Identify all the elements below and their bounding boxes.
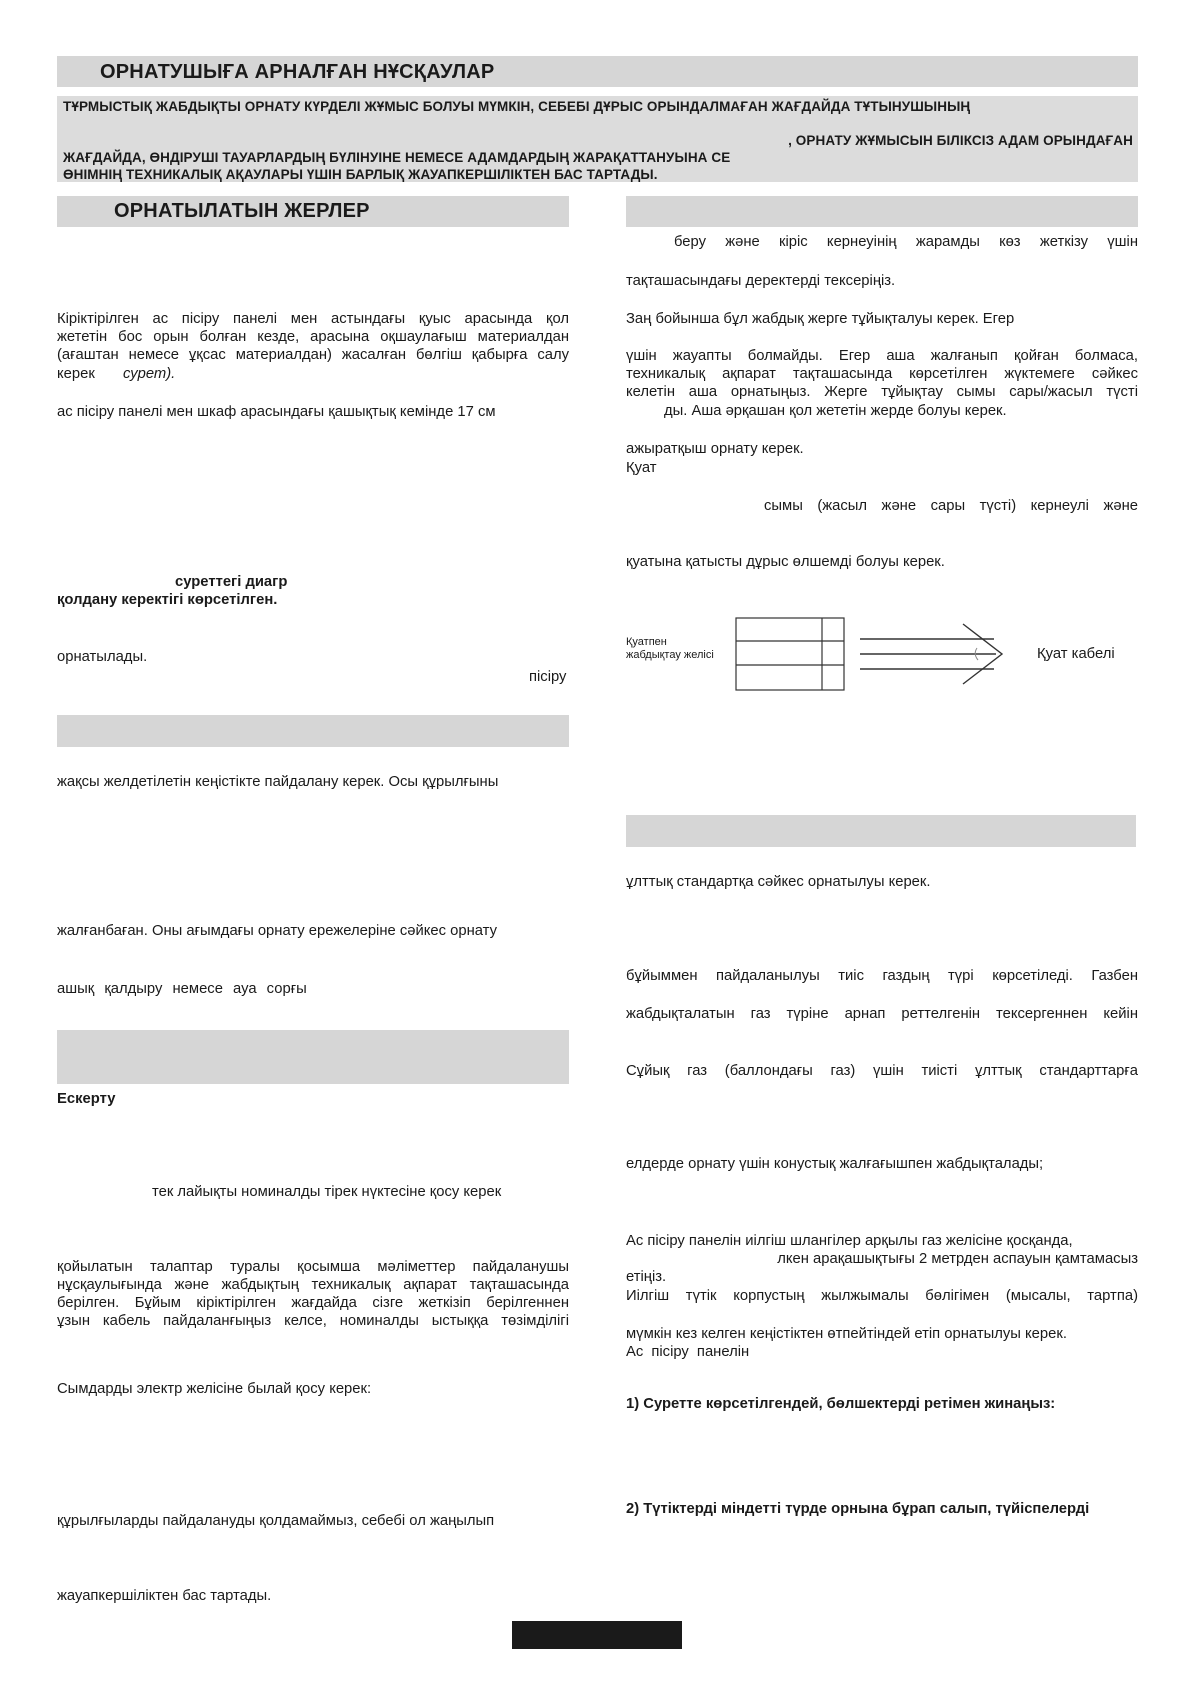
- diagram-left-label-line2: жабдықтау желісі: [626, 649, 714, 661]
- left-para1-line4b: сурет).: [123, 366, 176, 382]
- ground-line4: келетін аша орнатыңыз. Жерге тұйықтау сымы сары/жасыл түсті: [626, 384, 1138, 400]
- diagram-note-line1: суреттегі диагр: [175, 574, 288, 590]
- disclaimer-text: жауапкершіліктен бас тартады.: [57, 1588, 272, 1604]
- warning-line-2: , ОРНАТУ ЖҰМЫСЫН БІЛІКСІЗ АДАМ ОРЫНДАҒАН: [788, 133, 1133, 148]
- wiring-text: Сымдарды электр желісіне былай қосу керек:: [57, 1381, 372, 1397]
- left-para1-line4a: керек: [57, 366, 95, 382]
- hose-line3: етіңіз.: [626, 1269, 667, 1285]
- page-title: ОРНАТУШЫҒА АРНАЛҒАН НҰСҚАУЛАР: [100, 61, 495, 83]
- gas-line2: бұйыммен пайдаланылуы тиіс газдың түрі көрсетіледі. Газбен: [626, 968, 1138, 984]
- wire-line2: қуатына қатысты дұрыс өлшемді болуы керек.: [626, 554, 945, 570]
- note-label: Ескерту: [57, 1091, 116, 1107]
- switch-line1: ажыратқыш орнату керек.: [626, 441, 804, 457]
- left-para2: ас пісіру панелі мен шкаф арасындағы қашықтық кемінде 17 см: [57, 404, 496, 420]
- section-bar-gas: [626, 815, 1136, 847]
- hose-line6: Ас пісіру панелін: [626, 1344, 750, 1360]
- section-title-locations: ОРНАТЫЛАТЫН ЖЕРЛЕР: [114, 200, 370, 222]
- warning-line-1: ТҰРМЫСТЫҚ ЖАБДЫҚТЫ ОРНАТУ КҮРДЕЛІ ЖҰМЫС БОЛУЫ МҮМКІН, СЕБЕБІ ДҰРЫС ОРЫНДАЛМАҒАН ЖАҒДАЙДА ТҰТЫНУШЫНЫҢ: [63, 99, 971, 114]
- ground-line2: үшін жауапты болмайды. Егер аша жалғанып қойған болмаса,: [626, 348, 1138, 364]
- info-line4: ұзын кабель пайдаланғыңыз келсе, номиналды ыстыққа төзімділігі: [57, 1313, 569, 1329]
- note-line1: тек лайықты номиналды тірек нүктесіне қосу керек: [152, 1184, 502, 1200]
- wire-line1: сымы (жасыл және сары түсті) кернеулі және: [764, 498, 1138, 514]
- step-1: 1) Суретте көрсетілгендей, бөлшектерді ретімен жинаңыз:: [626, 1396, 1056, 1412]
- info-line1: қойылатын талаптар туралы қосымша мәліметтер пайдаланушы: [57, 1259, 569, 1275]
- left-para1-line2: жететін бос орын болған кезде, арасына оқшаулағыш материалдан: [57, 329, 569, 345]
- hose-line2: лкен арақашықтығы 2 метрден аспауын қамтамасыз: [777, 1251, 1138, 1267]
- section-bar-ventilation: [57, 715, 569, 747]
- diagram-right-label: Қуат кабелі: [1037, 646, 1115, 662]
- power-line2: тақташасындағы деректерді тексеріңіз.: [626, 273, 896, 289]
- hose-line4: Иілгіш түтік корпустың жылжымалы бөлігімен (мысалы, тартпа): [626, 1288, 1138, 1304]
- ventilation-line2: жалғанбаған. Оны ағымдағы орнату ережелеріне сәйкес орнату: [57, 923, 497, 939]
- ground-line5: ды. Аша әрқашан қол жететін жерде болуы керек.: [664, 403, 1007, 419]
- power-line1: беру және кіріс кернеуінің жарамды көз жеткізу үшін: [674, 234, 1138, 250]
- diagram-note-line2: қолдану керектігі көрсетілген.: [57, 592, 278, 608]
- warning-line-4: ӨНІМНІҢ ТЕХНИКАЛЫҚ АҚАУЛАРЫ ҮШІН БАРЛЫҚ ЖАУАПКЕРШІЛІКТЕН БАС ТАРТАДЫ.: [63, 167, 658, 182]
- cooking-text: пісіру: [529, 669, 567, 685]
- diagram-left-label: [626, 636, 714, 662]
- switch-line2: Қуат: [626, 460, 657, 476]
- warning-line-3: ЖАҒДАЙДА, ӨНДІРУШІ ТАУАРЛАРДЫҢ БҮЛІНУІНЕ НЕМЕСЕ АДАМДАРДЫҢ ЖАРАҚАТТАНУЫНА СЕ: [63, 150, 731, 165]
- ground-line1: Заң бойынша бұл жабдық жерге тұйықталуы керек. Егер: [626, 311, 1015, 327]
- left-para1-line1: Кіріктірілген ас пісіру панелі мен астындағы қуыс арасында қол: [57, 311, 569, 327]
- left-para1-line3: (ағаштан немесе ұқсас материалдан) жасалған бөлгіш қабырға салу: [57, 347, 569, 363]
- ground-line3: техникалық ақпарат тақташасында көрсетілген жүктемеге сәйкес: [626, 366, 1138, 382]
- ventilation-line1: жақсы желдетілетін кеңістікте пайдалану керек. Осы құрылғыны: [57, 774, 499, 790]
- devices-text: құрылғыларды пайдалануды қолдамаймыз, себебі ол жаңылып: [57, 1513, 495, 1529]
- info-line3: берілген. Бұйым кіріктірілген жағдайда сізге жеткізіп берілгеннен: [57, 1295, 569, 1311]
- terminal-block: [736, 618, 844, 690]
- ventilation-line3: ашық қалдыру немесе ауа сорғы: [57, 981, 307, 997]
- diagram-left-label-line1: Қуатпен: [626, 636, 667, 648]
- hose-line5: мүмкін кез келген кеңістіктен өтпейтіндей етіп орнатылуы керек.: [626, 1326, 1067, 1342]
- gas-line5: елдерде орнату үшін конустық жалғағышпен жабдықталады;: [626, 1156, 1044, 1172]
- step-2: 2) Түтіктерді міндетті түрде орнына бұрап салып, түйіспелерді: [626, 1501, 1090, 1517]
- gas-line4: Сұйық газ (баллондағы газ) үшін тиісті ұлттық стандарттарға: [626, 1063, 1138, 1079]
- gas-line3: жабдықталатын газ түріне арнап реттелгенін тексергеннен кейін: [626, 1006, 1138, 1022]
- section-bar-electrical: [57, 1030, 569, 1084]
- installed-text: орнатылады.: [57, 649, 148, 665]
- page-footer-bar: [512, 1621, 682, 1649]
- info-line2: нұсқаулығында және жабдықтың техникалық ақпарат тақташасында: [57, 1277, 569, 1293]
- gas-line1: ұлттық стандартқа сәйкес орнатылуы керек.: [626, 874, 931, 890]
- section-bar-power: [626, 196, 1138, 227]
- hose-line1: Ас пісіру панелін иілгіш шлангілер арқылы газ желісіне қосқанда,: [626, 1233, 1073, 1249]
- wiring-diagram: [730, 614, 1030, 694]
